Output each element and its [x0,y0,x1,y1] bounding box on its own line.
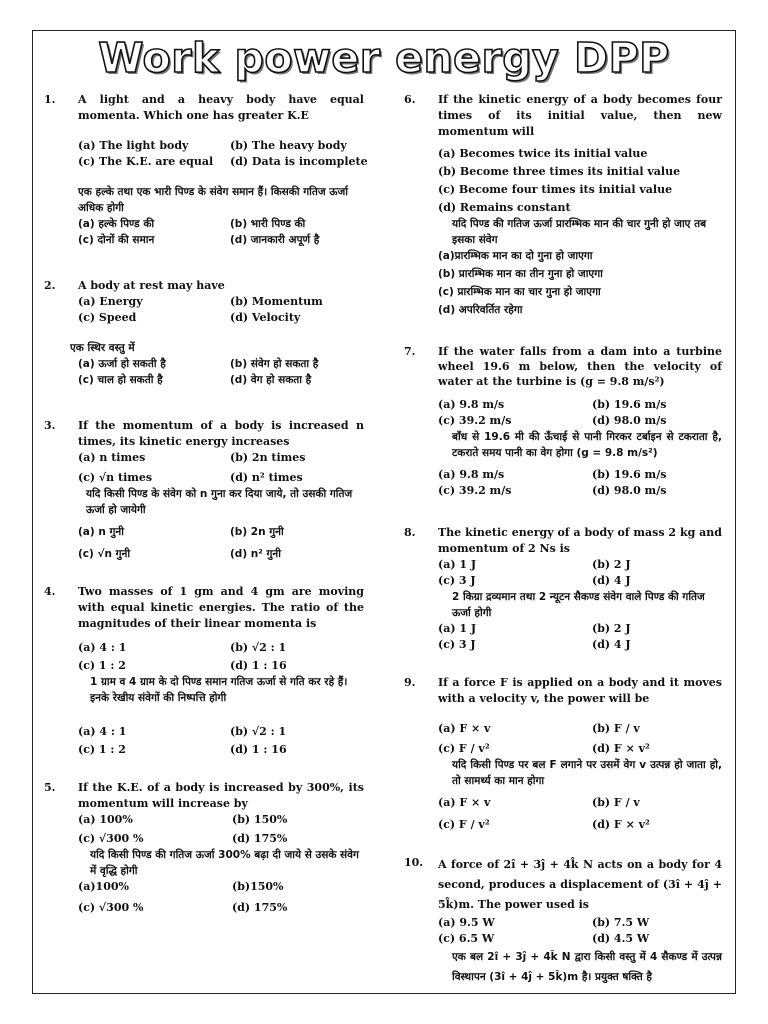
option-c-en: (c) Become four times its initial value [438,183,673,196]
option-a-en: (a) F × v [438,722,491,735]
question-number: 4. [44,585,56,598]
option-b-en: (b) 2n times [230,451,306,464]
option-c-hi: (c) 1 : 2 [78,743,126,756]
option-c-hi: (c) प्रारम्भिक मान का चार गुना हो जाएगा [438,286,601,298]
option-d-en: (d) Velocity [230,311,301,324]
question-text-hi: बाँध से 19.6 मी की ऊँचाई से पानी गिरकर टर्बाइन से टकराता है, टकराते समय पानी का वेग होगा (g = 9.8 m/s²) [452,431,722,459]
option-b-en: (b) 7.5 W [592,916,650,929]
option-b-en: (b) 19.6 m/s [592,398,667,411]
option-a-hi: (a) F × v [438,796,491,809]
option-b-en: (b) Become three times its initial value [438,165,681,178]
question-number: 5. [44,781,56,794]
option-b-hi: (b)150% [232,880,284,893]
option-c-hi: (c) चाल हो सकती है [78,374,163,386]
option-b-en: (b) 150% [232,813,288,826]
option-d-hi: (d) 98.0 m/s [592,484,667,497]
option-b-en: (b) √2 : 1 [230,641,287,654]
option-c-en: (c) √300 % [78,832,144,845]
question-text-hi: एक बल 2î + 3ĵ + 4k̂ N द्वारा किसी वस्तु में 4 सैकण्ड में उत्पन्न विस्थापन (3î + 4ĵ + 5k̂)m है। प्रयुक्त षक्ति है [452,951,722,983]
left-column [44,92,368,916]
option-d-en: (d) 1 : 16 [230,659,287,672]
question-text-en: If the K.E. of a body is increased by 300%, its momentum will increase by [78,781,364,810]
option-a-hi: (a) 4 : 1 [78,725,127,738]
option-b-hi: (b) 2 J [592,622,631,635]
option-d-hi: (d) 4 J [592,638,631,651]
option-b-hi: (b) 2n गुनी [230,526,284,538]
option-a-en: (a) 9.8 m/s [438,398,505,411]
question-text-en: If the kinetic energy of a body becomes four times of its initial value, then new momentum will [438,93,722,138]
option-a-en: (a) The light body [78,139,189,152]
option-d-en: (d) F × v² [592,742,650,755]
option-c-en: (c) Speed [78,311,137,324]
option-d-hi: (d) अपरिवर्तित रहेगा [438,304,523,316]
option-c-hi: (c) 39.2 m/s [438,484,512,497]
option-a-hi: (a)प्रारम्भिक मान का दो गुना हो जाएगा [438,250,593,262]
question-2 [44,278,364,388]
option-a-hi: (a) 9.8 m/s [438,468,505,481]
question-9 [404,675,722,833]
question-8 [404,525,722,653]
question-text-hi: एक स्थिर वस्तु में [70,342,135,354]
question-text-hi: 1 ग्राम व 4 ग्राम के दो पिण्ड समान गतिज ऊर्जा से गति कर रहे हैं। इनके रेखीय संवेगों की निष्पत्ति होगी [90,676,348,704]
option-d-en: (d) n² times [230,471,303,484]
option-a-en: (a) Becomes twice its initial value [438,147,648,160]
option-d-hi: (d) n² गुनी [230,548,281,560]
option-d-en: (d) 175% [232,832,288,845]
option-a-hi: (a) ऊर्जा हो सकती है [78,358,166,370]
question-text-en: A light and a heavy body have equal momenta. Which one has greater K.E [78,93,364,122]
question-text-en: The kinetic energy of a body of mass 2 kg and momentum of 2 Ns is [438,526,722,555]
option-b-hi: (b) भारी पिण्ड की [230,218,306,230]
question-text-hi: 2 किग्रा द्रव्यमान तथा 2 न्यूटन सैकण्ड संवेग वाले पिण्ड की गतिज ऊर्जा होगी [452,591,705,619]
question-text-hi: यदि किसी पिण्ड की गतिज ऊर्जा 300% बढ़ा दी जाये से उसके संवेग में वृद्धि होगी [90,849,359,877]
option-a-en: (a) 4 : 1 [78,641,127,654]
right-column [404,92,722,987]
option-a-hi: (a) n गुनी [78,526,124,538]
option-c-en: (c) 39.2 m/s [438,414,512,427]
option-c-hi: (c) दोनों की समान [78,234,155,246]
question-number: 6. [404,93,416,106]
question-number: 1. [44,93,56,106]
option-d-en: (d) 98.0 m/s [592,414,667,427]
option-d-en: (d) Data is incomplete [230,155,368,168]
question-number: 2. [44,279,56,292]
option-c-hi: (c) 3 J [438,638,476,651]
option-c-en: (c) 6.5 W [438,932,495,945]
option-a-en: (a) n times [78,451,146,464]
option-d-hi: (d) जानकारी अपूर्ण है [230,234,320,246]
question-6 [404,92,722,318]
question-number: 3. [44,419,56,432]
question-text-hi: यदि किसी पिण्ड के संवेग को n गुना कर दिया जाये, तो उसकी गतिज ऊर्जा हो जायेगी [86,488,353,516]
option-a-hi: (a) 1 J [438,622,477,635]
option-c-hi: (c) F / v² [438,818,490,831]
question-number: 8. [404,526,416,539]
question-text-hi: एक हल्के तथा एक भारी पिण्ड के संवेग समान हैं। किसकी गतिज ऊर्जा अधिक होगी [78,186,349,214]
option-d-hi: (d) वेग हो सकता है [230,374,312,386]
question-number: 7. [404,345,416,358]
option-b-en: (b) F / v [592,722,640,735]
option-b-hi: (b) 19.6 m/s [592,468,667,481]
option-b-hi: (b) संवेग हो सकता है [230,358,319,370]
option-b-en: (b) 2 J [592,558,631,571]
option-a-en: (a) Energy [78,295,143,308]
question-3 [44,418,364,562]
option-c-en: (c) 3 J [438,574,476,587]
question-text-en: Two masses of 1 gm and 4 gm are moving with equal kinetic energies. The ratio of the magnitudes of their linear momenta is [78,585,364,630]
option-a-hi: (a)100% [78,880,129,893]
option-d-en: (d) Remains constant [438,201,571,214]
option-a-en: (a) 100% [78,813,133,826]
option-c-en: (c) F / v² [438,742,490,755]
option-b-hi: (b) √2 : 1 [230,725,287,738]
question-text-en: If the water falls from a dam into a turbine wheel 19.6 m below, then the velocity of water at the turbine is (g = 9.8 m/s²) [438,345,722,388]
option-c-en: (c) √n times [78,471,153,484]
option-a-en: (a) 9.5 W [438,916,495,929]
option-b-en: (b) Momentum [230,295,323,308]
option-c-hi: (c) √300 % [78,901,144,914]
question-text-en: A body at rest may have [78,279,225,292]
question-text-en: If the momentum of a body is increased n times, its kinetic energy increases [78,419,364,448]
option-b-en: (b) The heavy body [230,139,347,152]
question-number: 10. [404,856,424,869]
option-d-hi: (d) 175% [232,901,288,914]
option-c-en: (c) The K.E. are equal [78,155,214,168]
question-4 [44,584,364,758]
option-b-hi: (b) F / v [592,796,640,809]
option-d-en: (d) 4 J [592,574,631,587]
question-1 [44,92,368,248]
question-5 [44,780,364,916]
question-text-hi: यदि पिण्ड की गतिज ऊर्जा प्रारम्भिक मान की चार गुनी हो जाए तब इसका संवेग [452,218,707,246]
question-text-hi: यदि किसी पिण्ड पर बल F लगाने पर उसमें वेग v उत्पन्न हो जाता हो, तो सामर्थ्य का मान होगा [452,759,722,787]
option-d-hi: (d) 1 : 16 [230,743,287,756]
option-d-hi: (d) F × v² [592,818,650,831]
question-text-en: A force of 2î + 3ĵ + 4k̂ N acts on a body for 4 second, produces a displacement of (3î + 4ĵ + 5k̂)m. The power used is [438,858,722,911]
question-text-en: If a force F is applied on a body and it moves with a velocity v, the power will be [438,676,722,705]
question-7 [404,344,722,499]
option-d-en: (d) 4.5 W [592,932,650,945]
option-b-hi: (b) प्रारम्भिक मान का तीन गुना हो जाएगा [438,268,603,280]
option-c-hi: (c) √n गुनी [78,548,131,560]
option-a-en: (a) 1 J [438,558,477,571]
question-number: 9. [404,676,416,689]
question-10 [404,855,722,987]
option-c-en: (c) 1 : 2 [78,659,126,672]
option-a-hi: (a) हल्के पिण्ड की [78,218,155,230]
page-title: Work power energy DPP [98,34,670,82]
